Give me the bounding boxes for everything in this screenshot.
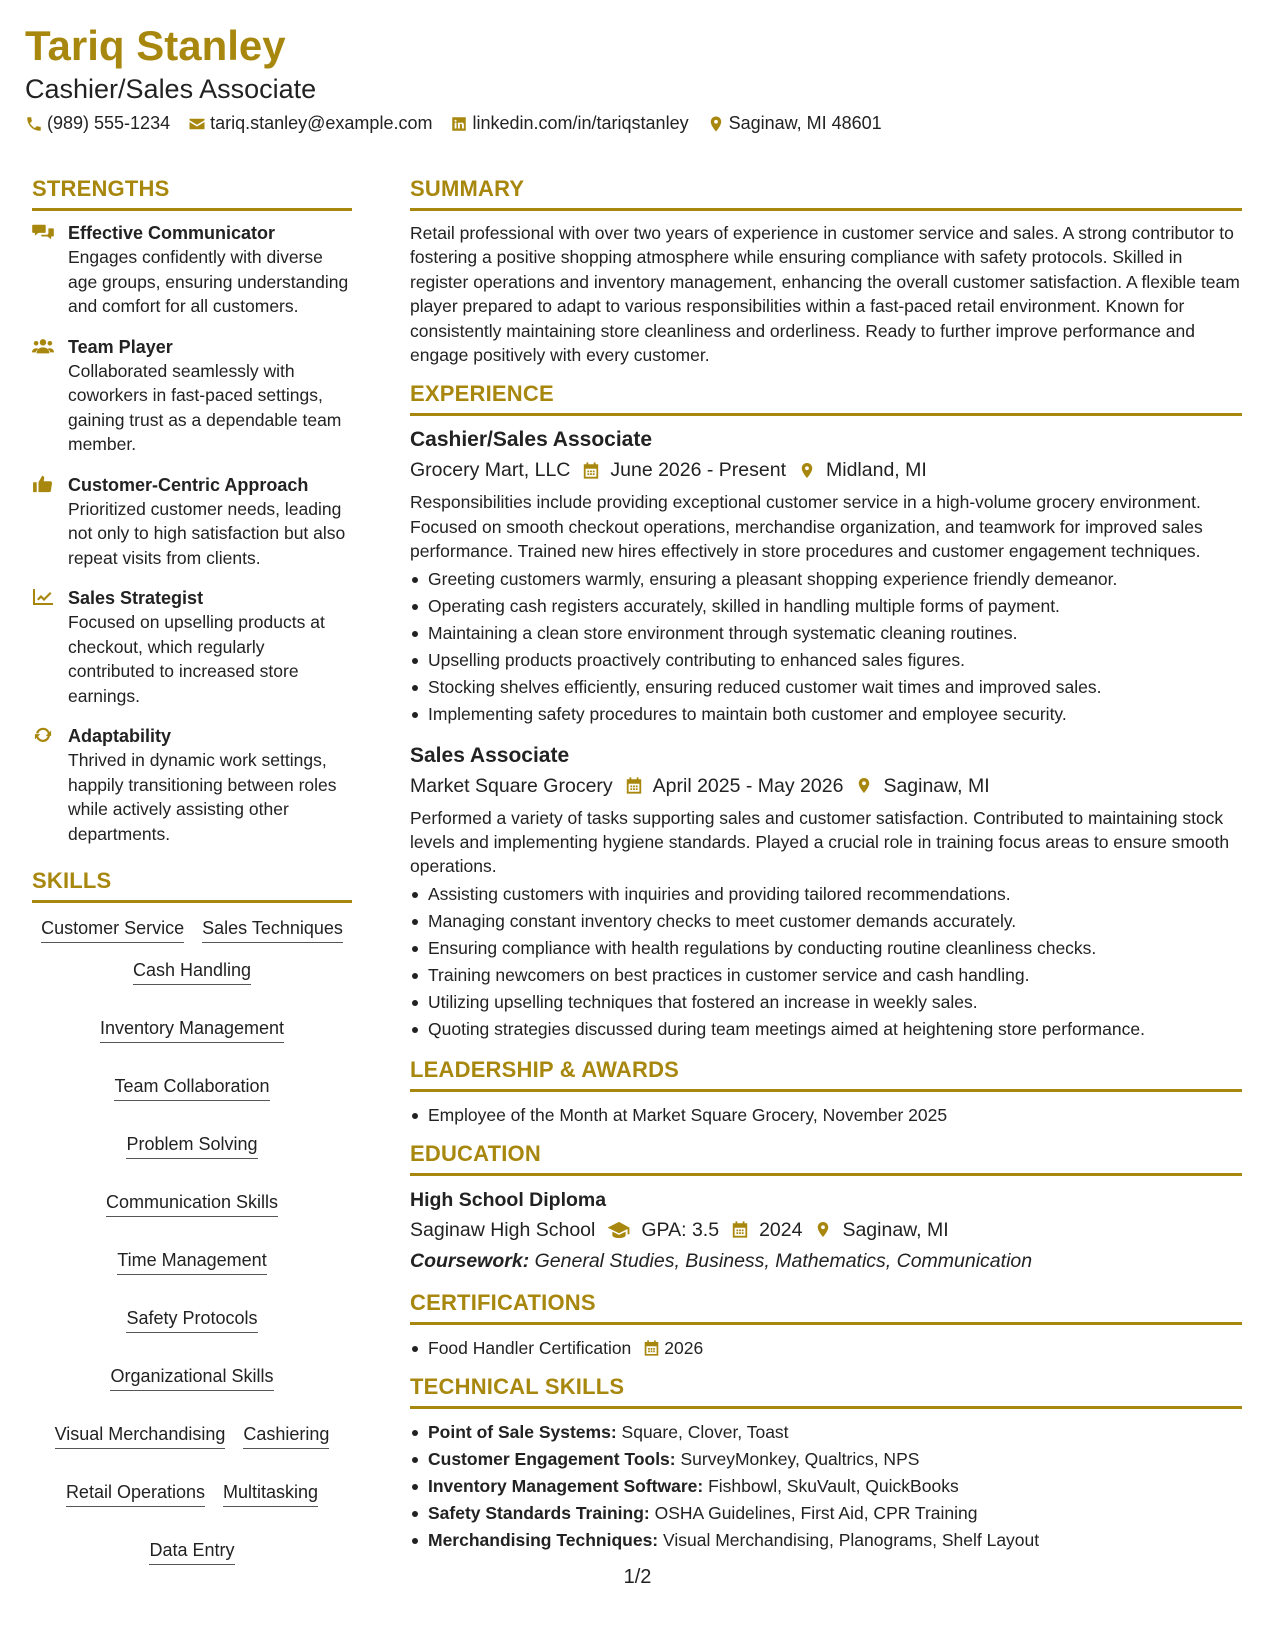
strength-item	[32, 473, 352, 571]
cert-name: Food Handler Certification	[428, 1337, 632, 1358]
contact-bar	[25, 113, 882, 134]
job-bullet: Maintaining a clean store environment through systematic cleaning routines.	[410, 620, 1242, 647]
candidate-title: Cashier/Sales Associate	[25, 74, 317, 104]
strength-title: Customer-Centric Approach	[68, 474, 309, 495]
envelope-icon	[188, 115, 206, 133]
strength-desc: Collaborated seamlessly with coworkers in fast-paced settings, gaining trust as a dependable team member.	[68, 360, 342, 454]
job-bullet: Greeting customers warmly, ensuring a pleasant shopping experience friendly demeanor.	[410, 566, 1242, 593]
job-bullets	[410, 566, 1242, 728]
education-entry	[410, 1186, 1242, 1276]
strengths-heading: STRENGTHS	[32, 176, 352, 211]
linkedin-text: linkedin.com/in/tariqstanley	[472, 113, 689, 133]
tech-item	[410, 1500, 1242, 1527]
job-entry	[410, 742, 1242, 1043]
strength-desc: Prioritized customer needs, leading not only to high satisfaction but also repeat visits from clients.	[68, 498, 346, 568]
map-marker-icon	[814, 1220, 832, 1239]
job-bullet: Upselling products proactively contributing to enhanced sales figures.	[410, 647, 1242, 674]
education-heading: EDUCATION	[410, 1141, 1242, 1176]
technical-heading: TECHNICAL SKILLS	[410, 1374, 1242, 1409]
coursework-text: General Studies, Business, Mathematics, Communication	[534, 1249, 1033, 1272]
strength-desc: Engages confidently with diverse age groups, ensuring understanding and comfort for all customers.	[68, 247, 349, 316]
chart-line-icon	[32, 588, 54, 606]
job-location: Midland, MI	[826, 459, 927, 482]
job-bullets	[410, 881, 1242, 1043]
tech-value: Fishbowl, SkuVault, QuickBooks	[708, 1475, 959, 1496]
calendar-icon	[582, 461, 600, 480]
edu-gpa: GPA: 3.5	[641, 1218, 720, 1241]
job-bullet: Training newcomers on best practices in customer service and cash handling.	[410, 962, 1242, 989]
sync-icon	[32, 726, 54, 744]
job-description: Performed a variety of tasks supporting sales and customer satisfaction. Contributed to maintaining stock levels and implementing hygiene standards. Played a crucial role in training focus areas to ensure smooth operations.	[410, 807, 1230, 877]
summary-text: Retail professional with over two years of experience in customer service and sales. A strong contributor to fostering a positive shopping atmosphere while ensuring compliance with safety protocols. Skilled in register operations and inventory management, enhancing the overall customer satisfaction. A flexible team player prepared to adapt to various responsibilities within a fast-paced retail environment. Known for consistently maintaining store cleanliness and orderliness. Ready to further improve performance and engage positively with every customer.	[410, 223, 1240, 366]
job-role: Cashier/Sales Associate	[410, 428, 653, 452]
left-column	[32, 176, 352, 1565]
skill-tag: Visual Merchandising	[55, 1423, 226, 1449]
map-marker-icon	[707, 115, 725, 133]
tech-item	[410, 1473, 1242, 1500]
skill-tag: Time Management	[117, 1249, 266, 1275]
job-entry	[410, 426, 1242, 727]
map-marker-icon	[798, 461, 816, 480]
strength-item	[32, 221, 352, 319]
skill-tag: Team Collaboration	[114, 1075, 269, 1101]
candidate-name: Tariq Stanley	[25, 22, 286, 69]
edu-degree: High School Diploma	[410, 1188, 607, 1211]
skill-tag: Customer Service	[41, 917, 184, 943]
tech-item	[410, 1527, 1242, 1554]
job-meta	[410, 454, 1242, 486]
skills-heading: SKILLS	[32, 868, 352, 903]
job-bullet: Assisting customers with inquiries and providing tailored recommendations.	[410, 881, 1242, 908]
job-company: Grocery Mart, LLC	[410, 459, 571, 482]
coursework-label: Coursework:	[410, 1249, 530, 1272]
location-text: Saginaw, MI 48601	[728, 113, 882, 133]
tech-value: Visual Merchandising, Planograms, Shelf Layout	[663, 1529, 1040, 1550]
skill-tag: Problem Solving	[126, 1133, 257, 1159]
job-bullet: Ensuring compliance with health regulations by conducting routine cleanliness checks.	[410, 935, 1242, 962]
edu-school: Saginaw High School	[410, 1218, 596, 1241]
strength-item	[32, 335, 352, 457]
users-icon	[32, 337, 54, 355]
contact-email[interactable]	[188, 113, 432, 134]
skill-tag: Sales Techniques	[202, 917, 343, 943]
strength-desc: Focused on upselling products at checkout, which regularly contributed to increased store earnings.	[68, 612, 325, 706]
strength-item	[32, 724, 352, 846]
job-location: Saginaw, MI	[883, 774, 990, 797]
edu-location: Saginaw, MI	[842, 1218, 949, 1241]
award-item: Employee of the Month at Market Square Grocery, November 2025	[410, 1102, 1242, 1129]
job-bullet: Managing constant inventory checks to meet customer demands accurately.	[410, 908, 1242, 935]
strength-title: Sales Strategist	[68, 588, 204, 608]
cert-year: 2026	[664, 1337, 704, 1358]
strength-desc: Thrived in dynamic work settings, happily transitioning between roles while actively assisting other departments.	[68, 750, 337, 844]
job-meta	[410, 770, 1242, 802]
tech-label: Safety Standards Training:	[428, 1502, 650, 1523]
tech-item	[410, 1419, 1242, 1446]
certifications-heading: CERTIFICATIONS	[410, 1290, 1242, 1325]
job-dates: April 2025 - May 2026	[652, 774, 844, 797]
job-bullet: Quoting strategies discussed during team meetings aimed at heightening store performance.	[410, 1016, 1242, 1043]
skill-tag: Communication Skills	[106, 1191, 278, 1217]
edu-coursework	[410, 1246, 1242, 1276]
skill-tag: Cashiering	[243, 1423, 329, 1449]
tech-label: Customer Engagement Tools:	[428, 1448, 676, 1469]
edu-year: 2024	[759, 1218, 803, 1241]
map-marker-icon	[855, 776, 873, 795]
edu-meta	[410, 1214, 1242, 1246]
skill-tag: Organizational Skills	[110, 1365, 273, 1391]
strength-title: Effective Communicator	[68, 223, 276, 243]
comments-icon	[32, 223, 54, 241]
experience-heading: EXPERIENCE	[410, 381, 1242, 416]
job-role: Sales Associate	[410, 743, 570, 767]
leadership-heading: LEADERSHIP & AWARDS	[410, 1057, 1242, 1092]
tech-label: Merchandising Techniques:	[428, 1529, 659, 1550]
job-bullet: Utilizing upselling techniques that fostered an increase in weekly sales.	[410, 989, 1242, 1016]
tech-label: Point of Sale Systems:	[428, 1421, 617, 1442]
linkedin-icon	[450, 115, 468, 133]
phone-icon	[25, 115, 43, 133]
tech-value: Square, Clover, Toast	[621, 1421, 789, 1442]
leadership-list	[410, 1102, 1242, 1129]
technical-list	[410, 1419, 1242, 1554]
job-dates: June 2026 - Present	[610, 459, 786, 482]
contact-phone[interactable]	[25, 113, 170, 134]
tech-value: OSHA Guidelines, First Aid, CPR Training	[654, 1502, 978, 1523]
skill-tag: Inventory Management	[100, 1017, 284, 1043]
job-company: Market Square Grocery	[410, 774, 613, 797]
strength-title: Team Player	[68, 336, 173, 357]
contact-location	[707, 113, 882, 134]
calendar-icon	[731, 1220, 749, 1239]
strength-title: Adaptability	[68, 726, 172, 746]
tech-label: Inventory Management Software:	[428, 1475, 704, 1496]
right-column	[410, 176, 1242, 1554]
tech-value: SurveyMonkey, Qualtrics, NPS	[680, 1448, 920, 1469]
calendar-icon	[625, 776, 643, 795]
phone-text: (989) 555-1234	[47, 113, 171, 133]
graduation-cap-icon	[607, 1220, 631, 1239]
contact-linkedin[interactable]	[450, 113, 688, 134]
strength-item	[32, 586, 352, 708]
summary-heading: SUMMARY	[410, 176, 1242, 211]
skill-tag: Safety Protocols	[126, 1307, 257, 1333]
tech-item	[410, 1446, 1242, 1473]
job-bullet: Stocking shelves efficiently, ensuring reduced customer wait times and improved sales.	[410, 674, 1242, 701]
skill-tag: Retail Operations	[66, 1481, 205, 1507]
skills-list	[32, 917, 352, 1565]
page-number: 1/2	[623, 1566, 652, 1588]
thumbs-up-icon	[32, 475, 54, 493]
job-description: Responsibilities include providing exceptional customer service in a high-volume grocery environment. Focused on smooth checkout operations, merchandise organization, and teamwork for improved sales performance. Trained new hires effectively in store procedures and customer engagement techniques.	[410, 492, 1203, 562]
calendar-icon	[643, 1339, 660, 1357]
certifications-list	[410, 1335, 1242, 1362]
skill-tag: Cash Handling	[133, 959, 251, 985]
skill-tag: Multitasking	[223, 1481, 318, 1507]
skill-tag: Data Entry	[149, 1539, 234, 1565]
job-bullet: Implementing safety procedures to maintain both customer and employee security.	[410, 701, 1242, 728]
cert-item	[410, 1335, 1242, 1362]
job-bullet: Operating cash registers accurately, skilled in handling multiple forms of payment.	[410, 593, 1242, 620]
email-text: tariq.stanley@example.com	[210, 113, 433, 133]
